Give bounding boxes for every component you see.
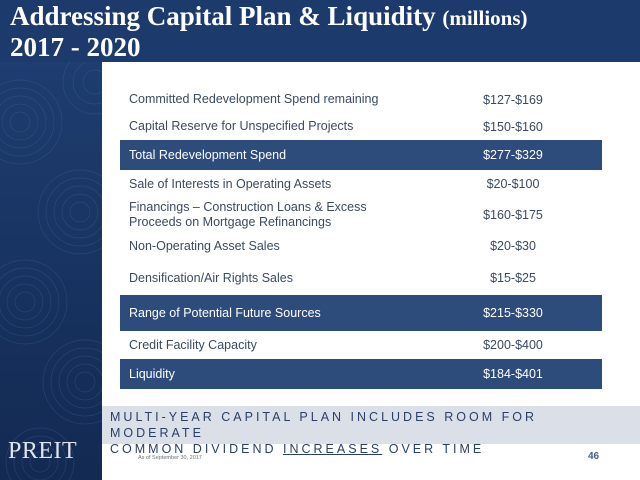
footnote: As of September 30, 2017	[138, 455, 202, 461]
banner-underlined-word: INCREASES	[283, 442, 383, 456]
title-suffix: (millions)	[442, 6, 528, 30]
row-value: $215-$330	[483, 306, 543, 320]
row-value: $200-$400	[483, 338, 543, 352]
preit-logo: PREIT	[8, 438, 78, 464]
row-label: Liquidity	[129, 366, 175, 381]
row-label: Densification/Air Rights Sales	[129, 270, 293, 285]
row-label	[129, 200, 367, 230]
page-title	[10, 2, 630, 62]
row-value: $20-$100	[486, 177, 540, 191]
summary-banner	[102, 406, 640, 456]
banner-line2-start: COMMON DIVIDEND	[110, 442, 283, 456]
row-label: Non-Operating Asset Sales	[129, 238, 280, 253]
row-value: $277-$329	[483, 148, 543, 162]
row-label: Capital Reserve for Unspecified Projects	[129, 119, 354, 133]
banner-line2-end: OVER TIME	[382, 442, 485, 456]
table-row	[120, 113, 602, 140]
row-label: Sale of Interests in Operating Assets	[129, 176, 332, 191]
banner-text	[110, 409, 635, 457]
table-row-total	[120, 140, 602, 170]
table-row	[120, 86, 602, 113]
table-row	[120, 170, 602, 198]
title-bar	[0, 0, 640, 62]
capital-plan-table	[120, 86, 602, 389]
row-value: $160-$175	[483, 207, 543, 222]
row-label: Total Redevelopment Spend	[129, 147, 287, 162]
row-label: Credit Facility Capacity	[129, 337, 257, 352]
title-years: 2017 - 2020	[10, 32, 141, 62]
table-row	[120, 231, 602, 261]
table-row	[120, 331, 602, 359]
circle-pattern-graphic	[0, 62, 102, 480]
table-row	[120, 261, 602, 295]
row-value: $20-$30	[490, 239, 536, 253]
row-value: $184-$401	[483, 367, 543, 381]
row-label: Range of Potential Future Sources	[129, 305, 321, 320]
table-row	[120, 198, 602, 231]
row-label-line: Financings – Construction Loans & Excess	[129, 199, 367, 214]
row-value: $127-$169	[483, 92, 543, 107]
decorative-sidebar	[0, 62, 102, 480]
table-row-total	[120, 295, 602, 331]
row-value: $150-$160	[483, 119, 543, 134]
banner-line1: MULTI-YEAR CAPITAL PLAN INCLUDES ROOM FOR MODERATE	[110, 410, 537, 440]
table-row-total	[120, 359, 602, 389]
page-number: 46	[588, 451, 600, 462]
row-label-line: Proceeds on Mortgage Refinancings	[129, 214, 332, 229]
title-main: Addressing Capital Plan & Liquidity	[10, 1, 436, 31]
row-label: Committed Redevelopment Spend remaining	[129, 92, 379, 106]
row-value: $15-$25	[490, 271, 536, 285]
